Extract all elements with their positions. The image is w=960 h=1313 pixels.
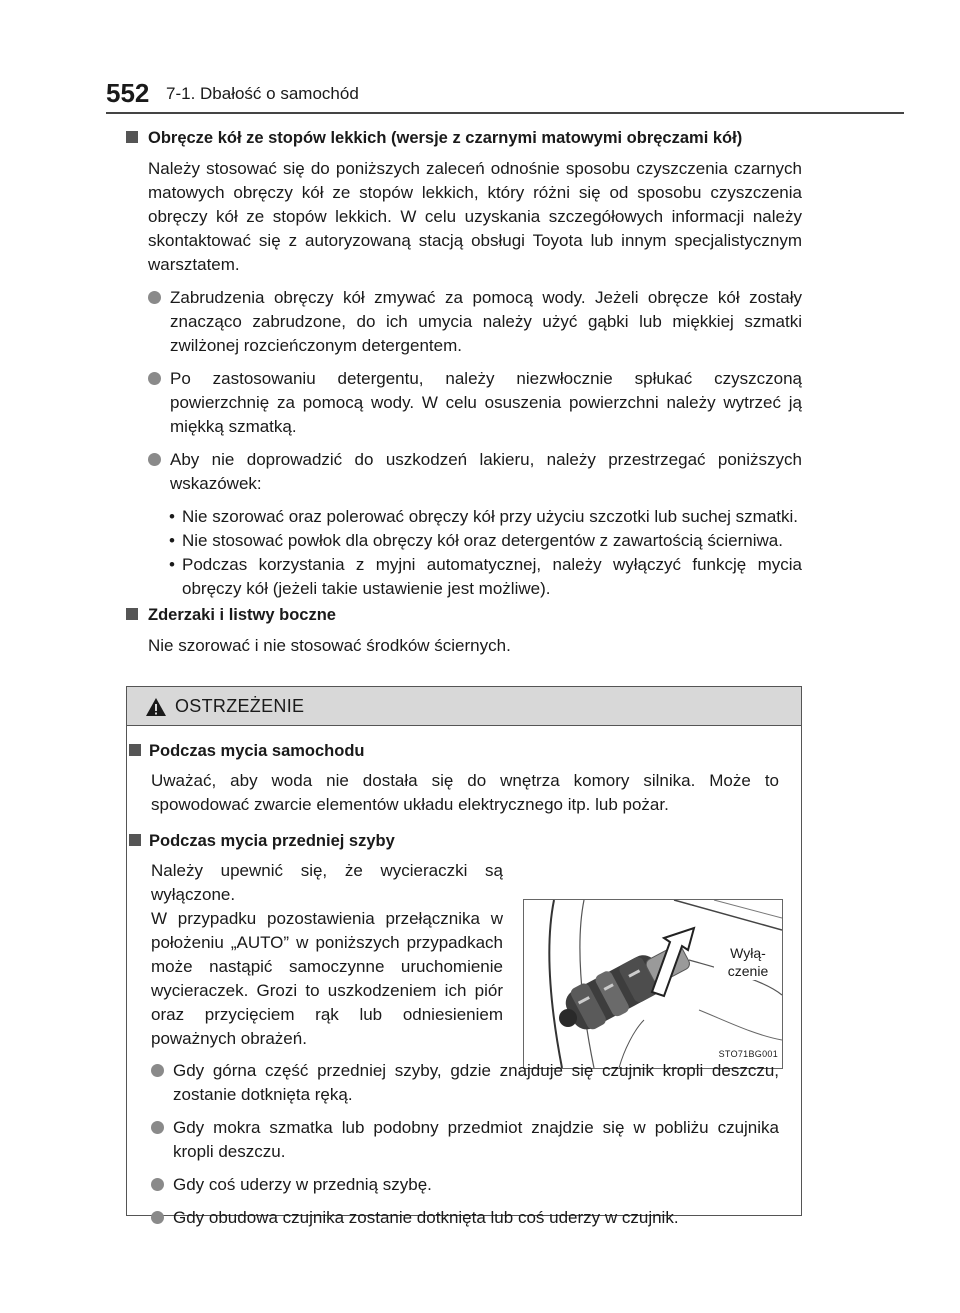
list-item: Gdy górna część przedniej szyby, gdzie znajduje się czujnik kropli deszczu, zostanie dotknięta ręką. bbox=[151, 1059, 779, 1107]
circle-bullet-icon bbox=[148, 291, 161, 304]
page-number: 552 bbox=[106, 78, 150, 108]
main-content bbox=[126, 126, 802, 658]
circle-bullet-icon bbox=[151, 1121, 164, 1134]
circle-bullet-icon bbox=[148, 453, 161, 466]
chapter-title: 7-1. Dbałość o samochód bbox=[166, 84, 359, 103]
warning-subtitle: Podczas mycia samochodu bbox=[127, 739, 801, 763]
warning-triangle-icon bbox=[145, 697, 167, 717]
warning-header bbox=[127, 687, 801, 726]
list-item: Zabrudzenia obręczy kół zmywać za pomocą wody. Jeżeli obręcze kół zostały znacząco zabrudzone, do ich umycia należy użyć gąbki lub miękkiej szmatki zwilżonej rozcieńczonym detergentem. bbox=[148, 286, 802, 358]
header-divider bbox=[106, 112, 904, 114]
list-item: Gdy obudowa czujnika zostanie dotknięta lub coś uderzy w czujnik. bbox=[151, 1206, 779, 1230]
warning-subtitle: Podczas mycia przedniej szyby bbox=[127, 829, 801, 853]
list-item: Gdy mokra szmatka lub podobny przedmiot znajdzie się w pobliżu czujnika kropli deszczu. bbox=[151, 1116, 779, 1164]
section-title: Obręcze kół ze stopów lekkich (wersje z czarnymi matowymi obręczami kół) bbox=[126, 126, 802, 150]
warning-body bbox=[127, 727, 801, 1230]
circle-bullet-icon bbox=[151, 1211, 164, 1224]
warning-box bbox=[126, 686, 802, 1227]
section-text: Nie szorować i nie stosować środków ściernych. bbox=[148, 636, 511, 655]
warning-text: Uważać, aby woda nie dostała się do wnętrza komory silnika. Może to spowodować zwarcie elementów układu elektrycznego itp. lub pożar. bbox=[151, 771, 779, 814]
square-bullet-icon bbox=[126, 608, 138, 620]
section-intro: Należy stosować się do poniższych zaleceń odnośnie sposobu czyszczenia czarnych matowych obręczy kół ze stopów lekkich, który różni się od sposobu czyszczenia obręczy kół ze stopów lekkich. W celu uzyskania szczegółowych informacji należy skontaktować się z autoryzowaną stacją obsługi Toyota lub innym specjalistycznym warsztatem. bbox=[148, 159, 802, 274]
square-bullet-icon bbox=[126, 131, 138, 143]
sub-item: • Podczas korzystania z myjni automatycznej, należy wyłączyć funkcję mycia obręczy kół (jeżeli takie ustawienie jest możliwe). bbox=[169, 555, 802, 598]
list-item: Aby nie doprowadzić do uszkodzeń lakieru, należy przestrzegać poniższych wskazówek: bbox=[148, 448, 802, 496]
wiper-switch-illustration bbox=[523, 899, 783, 1069]
sub-item: • Nie szorować oraz polerować obręczy kół przy użyciu szczotki lub suchej szmatki. bbox=[169, 507, 799, 526]
sub-list bbox=[126, 505, 802, 601]
circle-bullet-icon bbox=[151, 1178, 164, 1191]
circle-bullet-icon bbox=[148, 372, 161, 385]
figure-code: STO71BG001 bbox=[718, 1049, 778, 1059]
page-header bbox=[106, 78, 906, 112]
warning-text: W przypadku pozostawienia przełącznika w położeniu „AUTO” w poniższych przypadkach może nastąpić samoczynne uruchomienie wycieraczek. Grozi to uszkodzeniem ich piór oraz przycięciem rąk lub odniesieniem poważnych obrażeń. bbox=[151, 909, 503, 1048]
warning-text: Należy upewnić się, że wycieraczki są wyłączone. bbox=[151, 861, 503, 904]
section-title: Zderzaki i listwy boczne bbox=[126, 603, 802, 627]
square-bullet-icon bbox=[129, 744, 141, 756]
square-bullet-icon bbox=[129, 834, 141, 846]
figure-label: Wyłą- czenie bbox=[714, 944, 782, 980]
warning-title: OSTRZEŻENIE bbox=[175, 696, 305, 716]
list-item: Po zastosowaniu detergentu, należy niezwłocznie spłukać czyszczoną powierzchnię za pomocą wody. W celu osuszenia powierzchni należy wytrzeć ją miękką szmatką. bbox=[148, 367, 802, 439]
circle-bullet-icon bbox=[151, 1064, 164, 1077]
sub-item: • Nie stosować powłok dla obręczy kół oraz detergentów z zawartością ścierniwa. bbox=[169, 531, 783, 550]
list-item: Gdy coś uderzy w przednią szybę. bbox=[151, 1173, 779, 1197]
